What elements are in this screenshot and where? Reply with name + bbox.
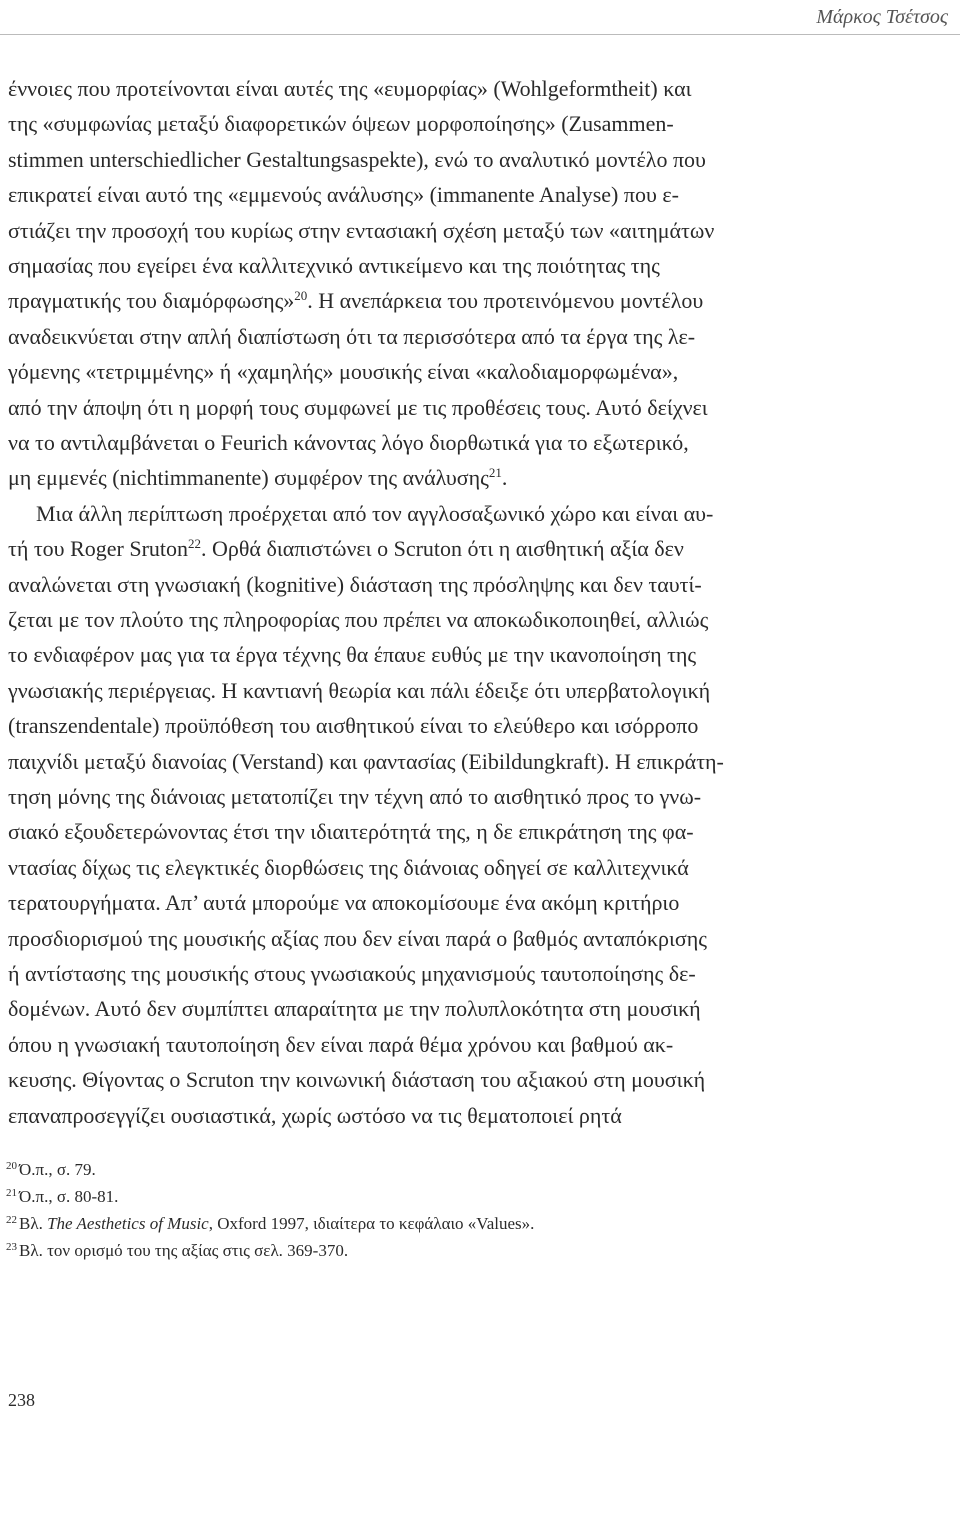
line-text-continued: . Ορθά διαπιστώνει ο Scruton ότι η αισθητική αξία δεν — [201, 536, 684, 562]
line-text: από την άποψη ότι η μορφή τους συμφωνεί με τις προθέσεις τους. Αυτό δείχνει — [8, 394, 708, 420]
text-line — [36, 499, 713, 529]
text-line — [8, 711, 698, 741]
line-text-continued: . — [501, 465, 508, 491]
footnote-number: 21 — [6, 1187, 17, 1199]
footnote-number: 23 — [6, 1241, 17, 1253]
page-number: 238 — [8, 1390, 35, 1410]
text-line — [8, 605, 708, 635]
footnote-marker: 20 — [294, 288, 308, 304]
footnote-marker: 22 — [188, 536, 202, 552]
line-text: ντασίας δίχως τις ελεγκτικές διορθώσεις της διάνοιας οδηγεί σε καλλιτεχνικά — [8, 854, 689, 880]
footnote — [6, 1158, 96, 1182]
footnote-marker: 21 — [488, 465, 502, 481]
line-text: πραγματικής του διαμόρφωσης» — [8, 288, 295, 314]
line-text: γόμενης «τετριμμένης» ή «χαμηλής» μουσικής είναι «καλοδιαμορφωμένα», — [8, 359, 679, 385]
line-text: να το αντιλαμβάνεται ο Feurich κάνοντας λόγο διορθωτικά για το εξωτερικό, — [8, 430, 689, 455]
text-line — [8, 74, 692, 104]
footnote-number: 20 — [6, 1160, 17, 1172]
line-text: δομένων. Αυτό δεν συμπίπτει απαραίτητα με την πολυπλοκότητα στη μουσική — [8, 996, 701, 1022]
line-text: έννοιες που προτείνονται είναι αυτές της «ευμορφίας» (Wohlgeformtheit) και — [8, 76, 692, 101]
line-text: προσδιορισμού της μουσικής αξίας που δεν είναι παρά ο βαθμός ανταπόκρισης — [8, 925, 708, 951]
text-line — [8, 463, 507, 493]
line-text: σιακό εξουδετερώνοντας έτσι την ιδιαιτερότητά της, η δε επικράτηση της φα- — [8, 819, 694, 845]
line-text: μη εμμενές (nichtimmanente) συμφέρον της ανάλυσης — [8, 465, 489, 491]
line-text: το ενδιαφέρον μας για τα έργα τέχνης θα έπαυε ευθύς με την ικανοποίηση της — [8, 642, 697, 668]
line-text: επικρατεί είναι αυτό της «εμμενούς ανάλυσης» (immanente Analyse) που ε- — [8, 182, 679, 208]
running-header: Μάρκος Τσέτσος — [816, 6, 948, 28]
line-text: σημασίας που εγείρει ένα καλλιτεχνικό αντικείμενο και της ποιότητας της — [8, 253, 660, 278]
footnote — [6, 1239, 348, 1263]
line-text: όπου η γνωσιακή ταυτοποίηση δεν είναι παρά θέμα χρόνου και βαθμού ακ- — [8, 1031, 674, 1057]
text-line — [8, 1030, 673, 1060]
text-line — [8, 109, 674, 139]
line-text: (transzendentale) προϋπόθεση του αισθητικού είναι το ελεύθερο και ισόρροπο — [8, 713, 699, 739]
footnote — [6, 1212, 534, 1236]
text-line — [8, 640, 696, 670]
footnote-number: 22 — [6, 1214, 17, 1226]
text-line — [8, 1065, 705, 1095]
text-line — [8, 676, 710, 706]
footnote-text: Βλ. τον ορισμό του της αξίας στις σελ. 369-370. — [19, 1241, 349, 1260]
text-line — [8, 888, 679, 918]
text-line — [8, 1101, 622, 1131]
line-text: ζεται με τον πλούτο της πληροφορίας που πρέπει να αποκωδικοποιηθεί, αλλιώς — [8, 607, 709, 632]
text-line — [8, 817, 694, 847]
text-line — [8, 853, 689, 883]
footnote — [6, 1185, 118, 1209]
text-line — [8, 357, 678, 387]
line-text: αναλώνεται στη γνωσιακή (kognitive) διάσταση της πρόσληψης και δεν ταυτί- — [8, 571, 702, 597]
footnote-text: , Oxford 1997, ιδιαίτερα το κεφάλαιο «Values». — [208, 1214, 535, 1233]
line-text: κευσης. Θίγοντας ο Scruton την κοινωνική διάσταση του αξιακού στη μουσική — [8, 1067, 706, 1093]
text-line — [8, 747, 724, 777]
line-text: παιχνίδι μεταξύ διανοίας (Verstand) και φαντασίας (Eibildungkraft). Η επικράτη- — [8, 748, 724, 774]
line-text: της «συμφωνίας μεταξύ διαφορετικών όψεων μορφοποίησης» (Zusammen- — [8, 111, 674, 137]
line-text: επαναπροσεγγίζει ουσιαστικά, χωρίς ωστόσο να τις θεματοποιεί ρητά — [8, 1102, 622, 1128]
text-line — [8, 286, 703, 316]
text-line — [8, 994, 701, 1024]
text-line — [8, 534, 684, 564]
line-text: τηση μόνης της διάνοιας μετατοπίζει την τέχνη από το αισθητικό προς το γνω- — [8, 784, 702, 809]
footnote-text: Ό.π., σ. 79. — [19, 1160, 96, 1179]
text-line — [8, 393, 708, 423]
text-line — [8, 570, 702, 600]
line-text: τερατουργήματα. Απ’ αυτά μπορούμε να αποκομίσουμε ένα ακόμη κριτήριο — [8, 890, 680, 916]
line-text-continued: . Η ανεπάρκεια του προτεινόμενου μοντέλου — [307, 288, 704, 314]
line-text: τή του Roger Sruton — [8, 536, 189, 562]
text-line — [8, 428, 689, 458]
line-text: Μια άλλη περίπτωση προέρχεται από τον αγγλοσαξωνικό χώρο και είναι αυ- — [36, 500, 714, 526]
text-line — [8, 216, 714, 246]
text-line — [8, 322, 695, 352]
text-line — [8, 251, 660, 281]
footnote-text: Ό.π., σ. 80-81. — [19, 1187, 119, 1206]
footnote-text: Βλ. — [19, 1214, 48, 1233]
text-line — [8, 924, 707, 954]
line-text: στιάζει την προσοχή του κυρίως στην εντασιακή σχέση μεταξύ των «αιτημάτων — [8, 217, 715, 243]
header-rule — [0, 34, 960, 35]
text-line — [8, 180, 679, 210]
line-text: αναδεικνύεται στην απλή διαπίστωση ότι τα περισσότερα από τα έργα της λε- — [8, 323, 696, 349]
line-text: stimmen unterschiedlicher Gestaltungsaspekte), ενώ το αναλυτικό μοντέλο που — [8, 146, 706, 172]
line-text: ή αντίστασης της μουσικής στους γνωσιακούς μηχανισμούς ταυτοποίησης δε- — [8, 961, 696, 986]
text-line — [8, 782, 701, 812]
text-line — [8, 959, 696, 989]
footnote-cited-title: The Aesthetics of Music — [47, 1214, 209, 1233]
line-text: γνωσιακής περιέργειας. Η καντιανή θεωρία και πάλι έδειξε ότι υπερβατολογική — [8, 677, 711, 703]
text-line — [8, 145, 706, 175]
